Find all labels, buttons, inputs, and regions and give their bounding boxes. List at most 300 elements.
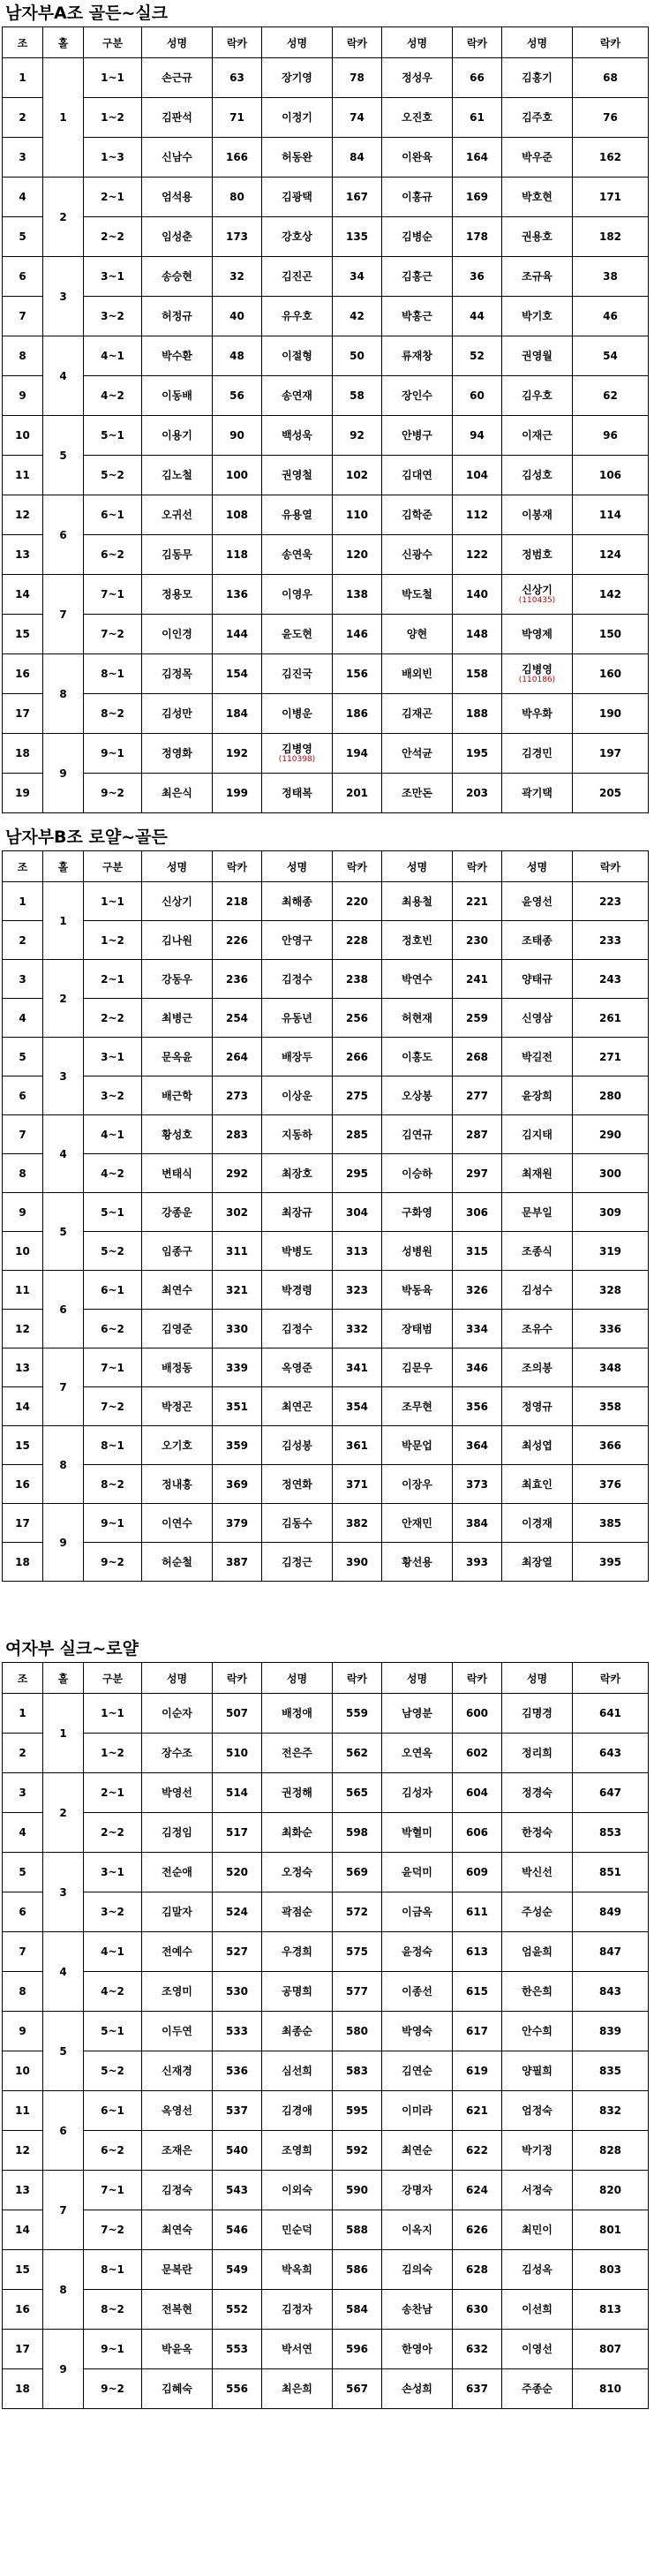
player-name-text: 곽점순 [282,1906,312,1918]
locker-number: 586 [333,2250,382,2290]
player-name [262,1387,333,1426]
player-name-text: 정리희 [522,1747,553,1759]
hole-number: 7 [43,1348,84,1426]
player-name [142,535,213,575]
player-name [262,416,333,456]
hole-number: 9 [43,2330,84,2409]
locker-number: 543 [213,2171,262,2210]
player-name [382,1310,453,1348]
locker-number: 395 [573,1543,649,1582]
player-name [142,1694,213,1734]
player-name-text: 이정기 [282,111,312,124]
player-name [262,58,333,98]
player-name [502,2171,573,2210]
locker-number: 356 [453,1387,502,1426]
player-name-text: 김대연 [402,469,432,481]
locker-number: 572 [333,1892,382,1932]
player-name-text: 문옥윤 [162,1050,192,1063]
locker-number: 60 [453,376,502,416]
division-code: 6~1 [84,2091,142,2131]
player-name [142,495,213,535]
player-name-text: 박기정 [522,2144,553,2157]
locker-number: 393 [453,1543,502,1582]
player-name [502,2210,573,2250]
hole-number: 1 [43,1694,84,1773]
player-name [142,654,213,694]
locker-number: 313 [333,1232,382,1271]
member-id-note: (110435) [518,595,556,605]
locker-number: 565 [333,1773,382,1813]
player-name [142,1853,213,1892]
locker-number: 40 [213,297,262,336]
player-name [142,1310,213,1348]
player-name [382,336,453,376]
locker-number: 334 [453,1310,502,1348]
player-name [142,2290,213,2330]
locker-number: 510 [213,1734,262,1773]
column-header: 락카 [333,27,382,58]
player-name [502,1972,573,2012]
player-name-text: 김병영 [522,662,553,676]
division-code: 5~2 [84,1232,142,1271]
player-name-text: 박도철 [402,588,432,601]
player-name-text: 김성수 [522,1283,553,1296]
group-number: 8 [3,1154,43,1193]
group-number: 6 [3,1892,43,1932]
player-name [142,1426,213,1465]
hole-number: 7 [43,575,84,654]
player-name-text: 박영숙 [402,2025,432,2037]
table-row [3,416,649,456]
player-name-text: 공명희 [282,1985,312,1998]
locker-number: 839 [573,2012,649,2051]
locker-number: 810 [573,2369,649,2409]
table-row [3,336,649,376]
locker-number: 66 [453,58,502,98]
player-name [382,1892,453,1932]
locker-number: 364 [453,1426,502,1465]
player-name [382,1853,453,1892]
division-code: 8~2 [84,1465,142,1504]
column-header: 락카 [573,1663,649,1694]
locker-number: 58 [333,376,382,416]
locker-number: 628 [453,2250,502,2290]
player-name-text: 곽기택 [522,787,553,799]
player-name-text: 허정규 [162,310,192,322]
player-name-text: 조규육 [522,270,553,283]
table-row [3,1972,649,2012]
player-name [382,1773,453,1813]
player-name [382,734,453,774]
locker-number: 61 [453,98,502,138]
locker-number: 94 [453,416,502,456]
player-name [502,882,573,921]
locker-number: 507 [213,1694,262,1734]
locker-number: 853 [573,1813,649,1853]
section-title: 남자부A조 골든~실크 [5,4,169,23]
player-name [382,1232,453,1271]
column-header: 성명 [382,1663,453,1694]
locker-number: 243 [573,960,649,999]
locker-number: 315 [453,1232,502,1271]
locker-number: 228 [333,921,382,960]
player-name [502,1853,573,1892]
player-name [142,1387,213,1426]
locker-number: 54 [573,336,649,376]
player-name [262,1465,333,1504]
player-name [142,960,213,999]
player-name-text: 오정숙 [282,1866,312,1878]
player-name [502,1465,573,1504]
locker-number: 615 [453,1972,502,2012]
player-name [142,1972,213,2012]
column-header: 성명 [262,27,333,58]
player-name-text: 변태식 [162,1167,192,1180]
player-name-text: 이외숙 [282,2184,312,2196]
table-row [3,495,649,535]
locker-number: 236 [213,960,262,999]
division-code: 1~1 [84,882,142,921]
column-header: 성명 [382,27,453,58]
table-row [3,999,649,1038]
table-row [3,1154,649,1193]
player-name [262,1892,333,1932]
locker-number: 602 [453,1734,502,1773]
player-name-text: 정성우 [402,72,432,84]
player-name-text: 박홍근 [402,310,432,322]
locker-number: 617 [453,2012,502,2051]
player-name [502,734,573,774]
player-name [262,654,333,694]
column-header: 락카 [453,851,502,882]
player-name [142,336,213,376]
player-name-text: 조유수 [522,1322,553,1335]
group-number: 15 [3,2250,43,2290]
player-name [382,1465,453,1504]
locker-number: 600 [453,1694,502,1734]
column-header: 성명 [502,1663,573,1694]
hole-number: 5 [43,416,84,495]
locker-number: 621 [453,2091,502,2131]
player-name [502,1076,573,1115]
column-header: 조 [3,27,43,58]
player-name-text: 김정근 [282,1555,312,1568]
table-row [3,2171,649,2210]
division-code: 7~1 [84,1348,142,1387]
player-name-text: 정경숙 [522,1787,553,1799]
player-name-text: 지동하 [282,1128,312,1141]
player-name-text: 임종구 [162,1244,192,1258]
table-row [3,921,649,960]
player-name-text: 이선희 [522,2303,553,2315]
player-name [502,2369,573,2409]
locker-number: 559 [333,1694,382,1734]
hole-number: 4 [43,336,84,416]
player-name [382,654,453,694]
column-header: 락카 [213,1663,262,1694]
player-name-text: 신광수 [402,548,432,561]
locker-number: 820 [573,2171,649,2210]
player-name-text: 백성욱 [282,429,312,442]
locker-number: 556 [213,2369,262,2409]
locker-number: 851 [573,1853,649,1892]
player-name-text: 이상운 [282,1089,312,1102]
player-name [502,336,573,376]
table-row [3,1426,649,1465]
column-header: 성명 [262,851,333,882]
player-name-text: 박길전 [522,1050,553,1063]
locker-number: 194 [333,734,382,774]
group-number: 4 [3,1813,43,1853]
player-name [382,1387,453,1426]
player-name-text: 조만돈 [402,787,432,799]
player-name [142,1115,213,1154]
player-name [382,999,453,1038]
locker-number: 309 [573,1193,649,1232]
player-name [502,615,573,654]
locker-number: 171 [573,178,649,217]
locker-number: 205 [573,774,649,813]
player-name [502,1038,573,1076]
table-row [3,376,649,416]
player-name-text: 정영규 [522,1400,553,1413]
locker-number: 124 [573,535,649,575]
group-number: 16 [3,1465,43,1504]
player-name-text: 최병근 [162,1011,192,1024]
player-name-text: 권정해 [282,1787,312,1799]
player-name [142,2091,213,2131]
locker-number: 311 [213,1232,262,1271]
locker-number: 138 [333,575,382,615]
division-code: 5~1 [84,416,142,456]
locker-number: 553 [213,2330,262,2369]
player-name-text: 박동육 [402,1283,432,1296]
table-row [3,1543,649,1582]
column-header: 성명 [382,851,453,882]
player-name-text: 허현재 [402,1011,432,1024]
player-name-text: 신남수 [162,151,192,163]
player-name [262,138,333,178]
player-name [502,921,573,960]
player-name [262,2051,333,2091]
player-name-text: 장수조 [162,1747,192,1759]
column-header: 락카 [573,27,649,58]
table-row [3,1694,649,1734]
header-row [3,1663,649,1694]
group-number: 6 [3,1076,43,1115]
locker-number: 186 [333,694,382,734]
locker-number: 100 [213,456,262,495]
locker-number: 275 [333,1076,382,1115]
player-name [382,2051,453,2091]
locker-number: 169 [453,178,502,217]
locker-number: 146 [333,615,382,654]
player-name [382,774,453,813]
player-name [502,2131,573,2171]
group-number: 14 [3,575,43,615]
division-code: 2~1 [84,178,142,217]
locker-number: 323 [333,1271,382,1310]
locker-number: 549 [213,2250,262,2290]
locker-number: 112 [453,495,502,535]
locker-number: 148 [453,615,502,654]
locker-number: 261 [573,999,649,1038]
hole-number: 7 [43,2171,84,2250]
player-name [382,257,453,297]
section-men-a [2,0,648,813]
table-row [3,694,649,734]
column-header: 구분 [84,27,142,58]
column-header: 락카 [213,27,262,58]
player-name-text: 김동수 [282,1516,312,1530]
player-name [382,615,453,654]
player-name [502,138,573,178]
section-title: 남자부B조 로얄~골든 [5,827,168,847]
player-name-text: 정영화 [162,747,192,759]
player-name-text: 박문업 [402,1439,432,1452]
player-name [382,2369,453,2409]
division-code: 3~1 [84,1038,142,1076]
locker-number: 359 [213,1426,262,1465]
table-row [3,2290,649,2330]
locker-number: 285 [333,1115,382,1154]
table-row [3,1193,649,1232]
locker-number: 376 [573,1465,649,1504]
player-name-text: 손성희 [402,2383,432,2395]
column-header: 성명 [142,1663,213,1694]
division-code: 1~1 [84,1694,142,1734]
player-name [142,1504,213,1543]
player-name-text: 옥영선 [162,2104,192,2117]
division-code: 6~1 [84,495,142,535]
division-code: 2~2 [84,217,142,257]
hole-number: 4 [43,1115,84,1193]
player-name [142,1773,213,1813]
player-name [382,2210,453,2250]
player-name-text: 이동배 [162,389,192,402]
group-number: 12 [3,1310,43,1348]
player-name [142,98,213,138]
division-code: 2~2 [84,999,142,1038]
player-name [142,1932,213,1972]
locker-number: 259 [453,999,502,1038]
player-name [262,2330,333,2369]
player-name [382,1694,453,1734]
player-name [262,1076,333,1115]
locker-number: 536 [213,2051,262,2091]
group-number: 13 [3,2171,43,2210]
player-name [382,1271,453,1310]
group-number: 14 [3,2210,43,2250]
division-code: 8~1 [84,1426,142,1465]
locker-number: 332 [333,1310,382,1348]
player-name-text: 유동년 [282,1011,312,1024]
player-name-text: 윤정숙 [402,1945,432,1958]
group-number: 15 [3,1426,43,1465]
player-name-text: 김병순 [402,230,432,243]
player-name [502,2250,573,2290]
locker-number: 609 [453,1853,502,1892]
locker-number: 358 [573,1387,649,1426]
locker-number: 167 [333,178,382,217]
player-name-text: 양필희 [522,2065,553,2077]
locker-number: 71 [213,98,262,138]
member-id-note: (110186) [518,675,556,684]
player-name [502,1932,573,1972]
column-header: 락카 [213,851,262,882]
player-name [262,1972,333,2012]
division-code: 3~2 [84,1892,142,1932]
player-name-text: 김명경 [522,1707,553,1719]
player-name-text: 이금옥 [402,1906,432,1918]
player-name [382,1543,453,1582]
player-name [382,138,453,178]
group-number: 18 [3,734,43,774]
table-row [3,1734,649,1773]
group-number: 12 [3,2131,43,2171]
locker-number: 632 [453,2330,502,2369]
table-row [3,1813,649,1853]
locker-number: 371 [333,1465,382,1504]
player-name [262,575,333,615]
player-name-text: 서정숙 [522,2184,553,2196]
player-name-text: 박서연 [282,2343,312,2355]
player-name [382,1972,453,2012]
locker-number: 575 [333,1932,382,1972]
table-row [3,217,649,257]
table-row [3,882,649,921]
player-name [502,2330,573,2369]
locker-number: 619 [453,2051,502,2091]
table-row [3,535,649,575]
player-name-text: 최연순 [402,2144,432,2157]
player-name-text: 한정숙 [522,1826,553,1839]
player-name [382,575,453,615]
player-name-text: 권영월 [522,350,553,362]
player-name-text: 김정숙 [162,2184,192,2196]
player-name [262,1813,333,1853]
locker-number: 390 [333,1543,382,1582]
table-row [3,178,649,217]
player-name [262,1348,333,1387]
player-name-text: 김진곤 [282,270,312,283]
player-name [502,178,573,217]
locker-number: 637 [453,2369,502,2409]
player-name-text: 김지태 [522,1128,553,1141]
division-code: 6~2 [84,1310,142,1348]
player-name-text: 김말자 [162,1906,192,1918]
locker-number: 42 [333,297,382,336]
group-number: 2 [3,1734,43,1773]
group-number: 7 [3,1115,43,1154]
player-name [142,1892,213,1932]
player-name-text: 이장우 [402,1477,432,1491]
player-name [262,1853,333,1892]
group-number: 5 [3,1038,43,1076]
player-name [262,1154,333,1193]
column-header: 구분 [84,1663,142,1694]
player-name-text: 엄윤희 [522,1945,553,1958]
locker-number: 266 [333,1038,382,1076]
locker-number: 626 [453,2210,502,2250]
player-name [502,1310,573,1348]
player-name-text: 오상봉 [402,1089,432,1102]
group-number: 3 [3,138,43,178]
division-code: 6~2 [84,535,142,575]
division-code: 5~1 [84,1193,142,1232]
player-name [262,1932,333,1972]
player-name-text: 김성옥 [522,2263,553,2276]
